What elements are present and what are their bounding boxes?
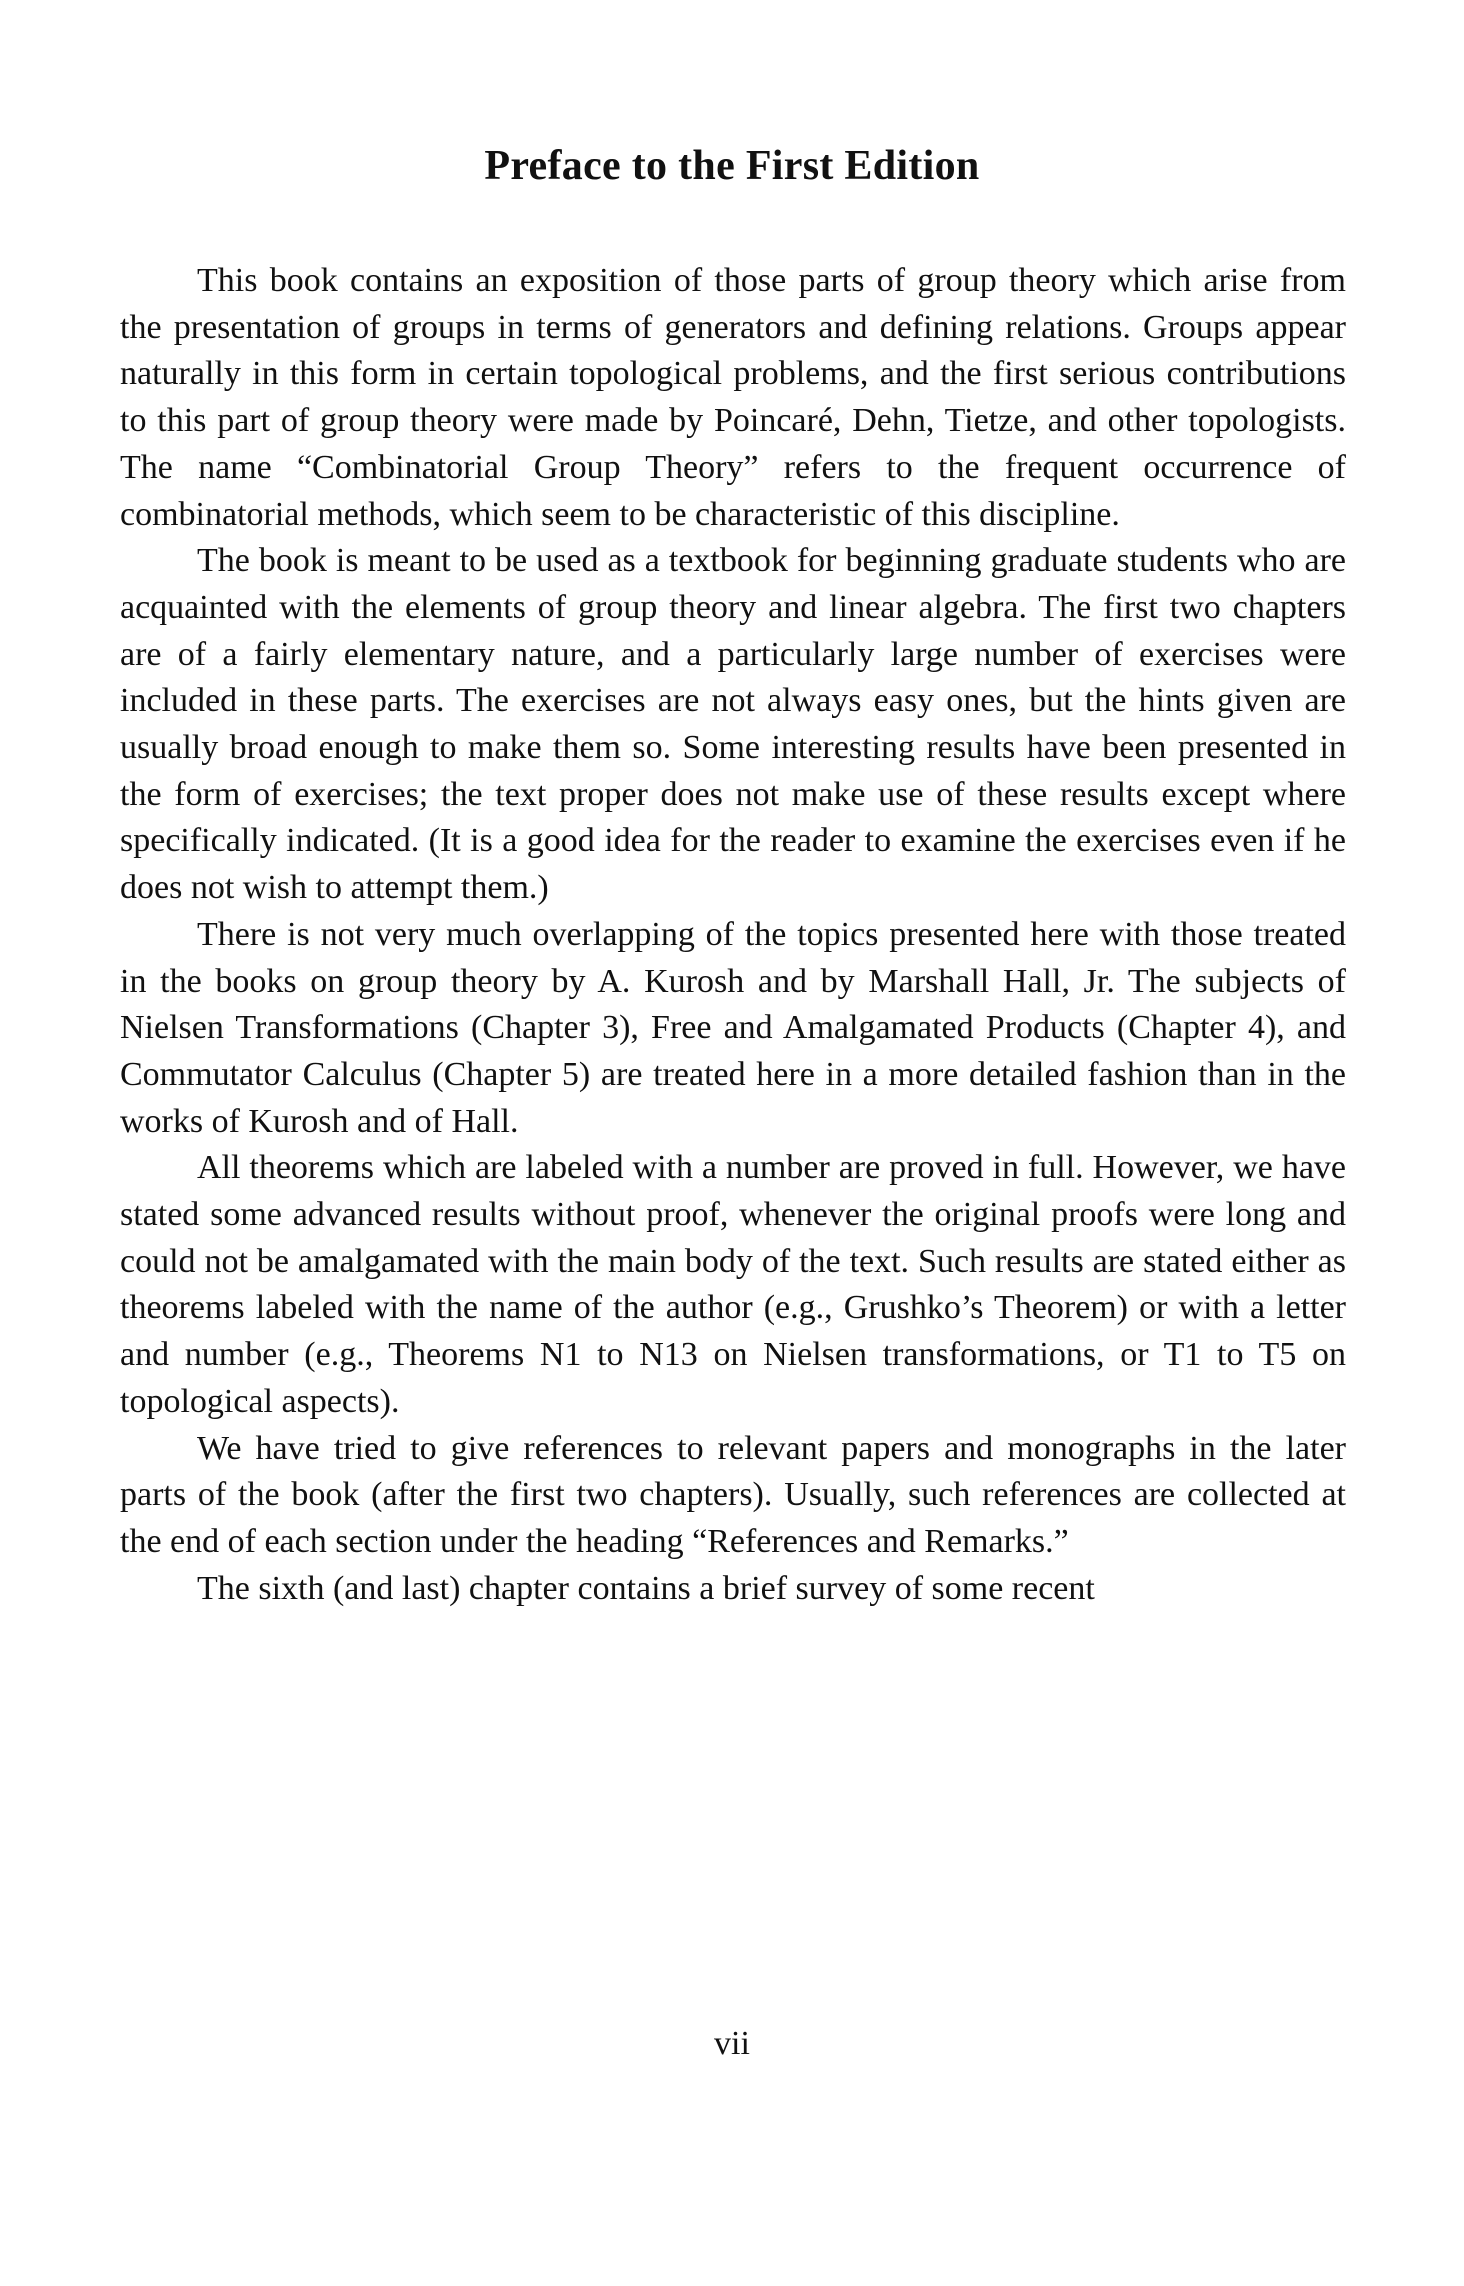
page-number: vii	[714, 2025, 750, 2062]
paragraph-3: There is not very much overlapping of the topics presented here with those treated in the books on group theory by A. Kurosh and by Marshall Hall, Jr. The subjects of Nielsen Transformations (Chapter 3), Free and Amalgamated Products (Chapter 4), and Commutator Calculus (Chapter 5) are treated here in a more detailed fashion than in the works of Kurosh and of Hall.	[120, 915, 1346, 1140]
paragraph-6: The sixth (and last) chapter contains a brief survey of some recent	[197, 1569, 1095, 1607]
paragraph-4: All theorems which are labeled with a number are proved in full. However, we have stated some advanced results without proof, whenever the original proofs were long and could not be amalgamated with the main body of the text. Such results are stated either as theorems labeled with the name of the author (e.g., Grushko’s Theorem) or with a letter and number (e.g., Theorems N1 to N13 on Nielsen transformations, or T1 to T5 on topological aspects).	[120, 1149, 1346, 1420]
preface-body	[120, 258, 1346, 1612]
paragraph-2: The book is meant to be used as a textbook for beginning graduate students who are acquainted with the elements of group theory and linear algebra. The first two chapters are of a fairly elementary nature, and a particularly large number of exercises were included in these parts. The exercises are not always easy ones, but the hints given are usually broad enough to make them so. Some interesting results have been presented in the form of exercises; the text proper does not make use of these results except where specifically indicated. (It is a good idea for the reader to examine the exercises even if he does not wish to attempt them.)	[120, 542, 1346, 907]
paragraph-1: This book contains an exposition of those parts of group theory which arise from the presentation of groups in terms of generators and defining relations. Groups appear naturally in this form in certain topological problems, and the first serious contributions to this part of group theory were made by Poincaré, Dehn, Tietze, and other topologists. The name “Combinatorial Group Theory” refers to the frequent occurrence of combinatorial methods, which seem to be characteristic of this discipline.	[120, 262, 1346, 533]
page-title: Preface to the First Edition	[484, 143, 980, 190]
paragraph-5: We have tried to give references to relevant papers and monographs in the later parts of the book (after the first two chapters). Usually, such references are collected at the end of each section under the heading “References and Remarks.”	[120, 1429, 1346, 1560]
